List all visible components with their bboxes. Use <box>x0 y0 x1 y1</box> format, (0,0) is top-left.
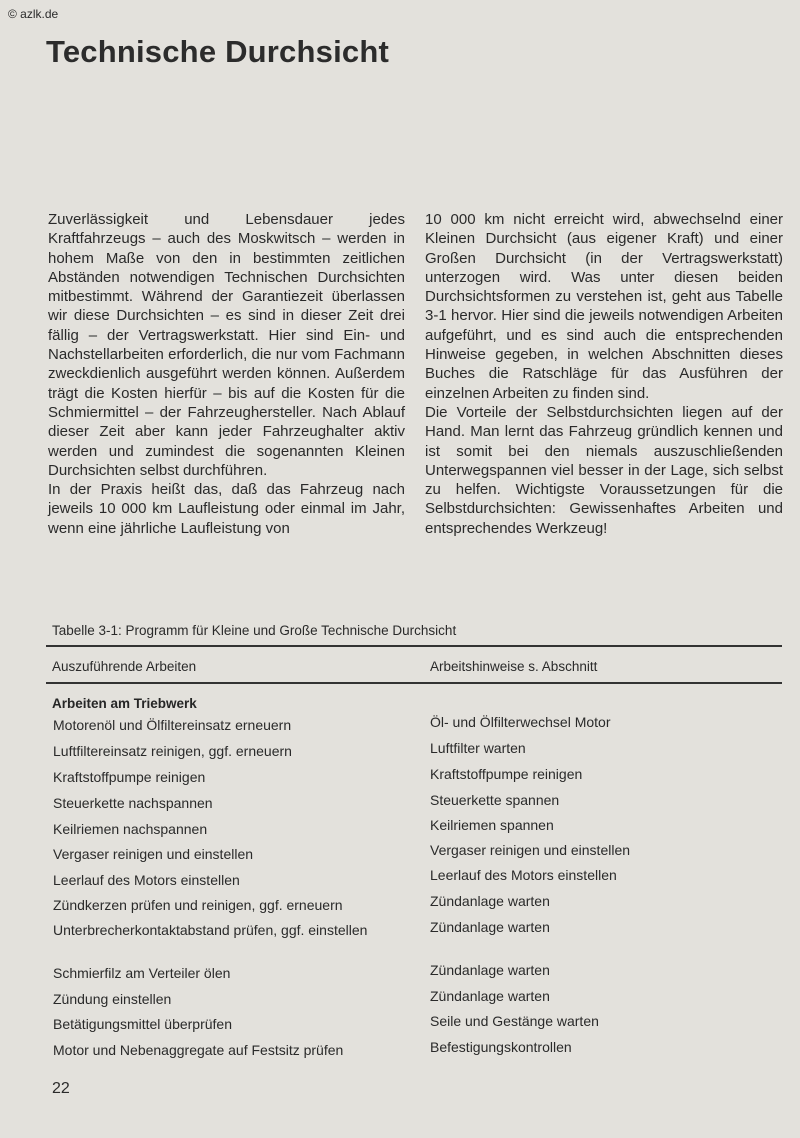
table-cell-task: Unterbrecherkontaktabstand prüfen, ggf. einstellen <box>53 922 368 938</box>
table-cell-note: Befestigungskontrollen <box>430 1039 572 1055</box>
table-cell-task: Motor und Nebenaggregate auf Festsitz prüfen <box>53 1042 344 1058</box>
table-cell-task: Luftfiltereinsatz reinigen, ggf. erneuern <box>53 743 292 759</box>
table-cell-task: Leerlauf des Motors einstellen <box>53 872 240 888</box>
table-cell-task: Motorenöl und Ölfiltereinsatz erneuern <box>53 717 292 733</box>
table-cell-task: Zündung einstellen <box>53 991 172 1007</box>
table-cell-note: Steuerkette spannen <box>430 792 560 808</box>
page-title: Technische Durchsicht <box>46 34 389 69</box>
table-cell-note: Vergaser reinigen und einstellen <box>430 842 631 858</box>
table-cell-note: Kraftstoffpumpe reinigen <box>430 766 583 782</box>
table-header-rule <box>46 682 782 684</box>
paragraph: In der Praxis heißt das, daß das Fahrzeug nach jeweils 10 000 km Laufleistung oder einmal im Jahr, wenn eine jährliche Laufleistung von <box>48 481 405 537</box>
table-cell-task: Steuerkette nachspannen <box>53 795 213 811</box>
paragraph: Die Vorteile der Selbstdurchsichten liegen auf der Hand. Man lernt das Fahrzeug gründlich kennen und ist somit bei den niemals auszuschließenden Unterwegspannen viel besser in der Lage, sich selbst zu helfen. Wichtigste Voraussetzungen für die Selbstdurchsichten: Gewissenhaftes Arbeiten und entsprechendes Werkzeug! <box>425 403 783 537</box>
table-caption: Tabelle 3-1: Programm für Kleine und Große Technische Durchsicht <box>52 623 457 638</box>
right-text-column <box>425 210 783 538</box>
table-cell-task: Schmierfilz am Verteiler ölen <box>53 965 231 981</box>
paragraph: 10 000 km nicht erreicht wird, abwechselnd einer Kleinen Durchsicht (aus eigener Kraft) und einer Großen Durchsicht (in der Vertragswerkstatt) unterzogen wird. Was unter diesen beiden Durchsichtsformen zu verstehen ist, geht aus Tabelle 3-1 hervor. Hier sind die jeweils notwendigen Arbeiten aufgeführt, und es sind auch die entsprechenden Hinweise gegeben, in welchen Abschnitten dieses Buches die Ratschläge für das Ausführen der einzelnen Arbeiten zu finden sind. <box>425 211 783 402</box>
table-cell-task: Vergaser reinigen und einstellen <box>53 846 254 862</box>
table-header-notes: Arbeitshinweise s. Abschnitt <box>430 659 598 674</box>
left-text-column <box>48 210 405 538</box>
table-cell-note: Seile und Gestänge warten <box>430 1013 599 1029</box>
table-cell-note: Keilriemen spannen <box>430 817 554 833</box>
table-header-tasks: Auszuführende Arbeiten <box>52 659 197 674</box>
table-cell-note: Luftfilter warten <box>430 740 526 756</box>
page-number: 22 <box>52 1080 70 1097</box>
table-cell-task: Keilriemen nachspannen <box>53 821 208 837</box>
paragraph: Zuverlässigkeit und Lebensdauer jedes Kraftfahrzeugs – auch des Moskwitsch – werden in hohem Maße von den in bestimmten zeitlichen Abständen notwendigen Technischen Durchsichten mitbestimmt. Während der Garantiezeit überlassen wir diese Durchsichten – es sind in dieser Zeit drei fällig – der Vertragswerkstatt. Hier sind Ein- und Nachstellarbeiten erforderlich, die nur vom Fachmann zweckdienlich ausgeführt werden können. Außerdem trägt die Kosten hierfür – bis auf die Kosten für die Schmiermittel – der Fahrzeughersteller. Nach Ablauf dieser Zeit aber kann jeder Fahrzeughalter aktiv werden und zumindest die sogenannten Kleinen Durchsichten selbst durchführen. <box>48 211 405 479</box>
table-cell-task: Betätigungsmittel überprüfen <box>53 1016 232 1032</box>
table-cell-task: Kraftstoffpumpe reinigen <box>53 769 206 785</box>
table-cell-note: Zündanlage warten <box>430 988 550 1004</box>
table-cell-note: Zündanlage warten <box>430 919 550 935</box>
table-cell-note: Öl- und Ölfilterwechsel Motor <box>430 714 611 730</box>
table-cell-note: Zündanlage warten <box>430 962 550 978</box>
table-cell-note: Leerlauf des Motors einstellen <box>430 867 617 883</box>
table-top-rule <box>46 645 782 647</box>
table-cell-task: Zündkerzen prüfen und reinigen, ggf. erneuern <box>53 897 343 913</box>
table-cell-note: Zündanlage warten <box>430 893 550 909</box>
table-section-heading: Arbeiten am Triebwerk <box>52 696 197 711</box>
copyright-watermark: © azlk.de <box>8 7 59 21</box>
